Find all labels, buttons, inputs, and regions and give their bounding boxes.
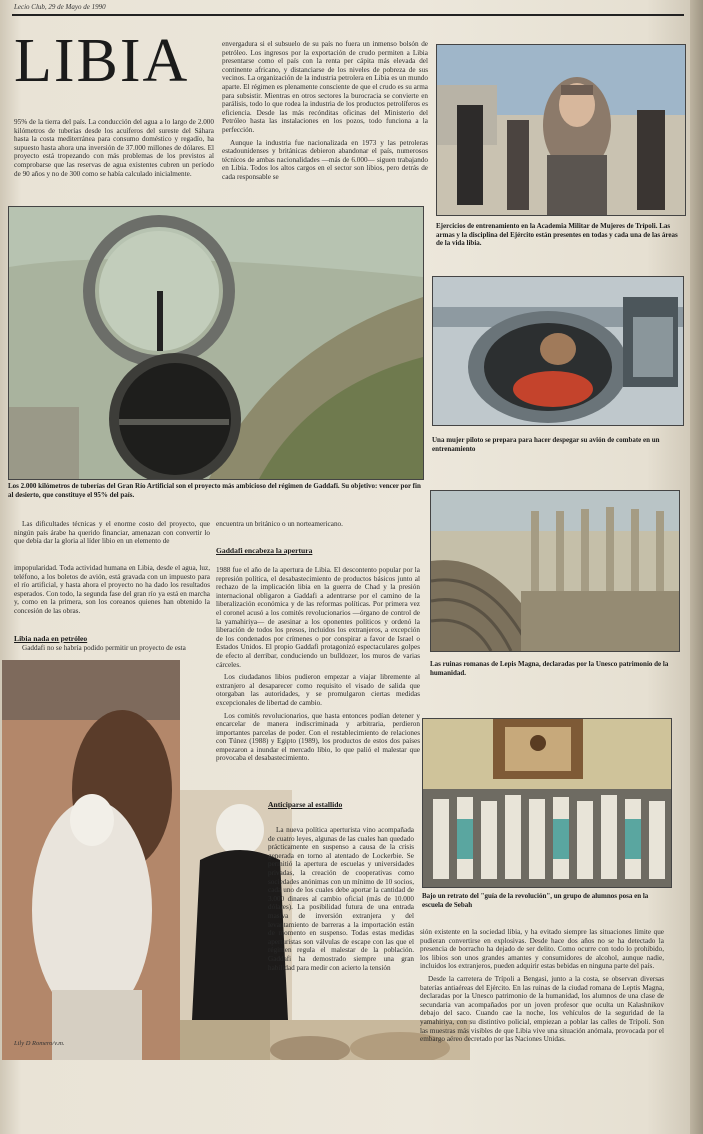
- photo-credit: Lily D Romero/v.m.: [14, 1040, 65, 1047]
- page-binding-edge: [690, 0, 703, 1134]
- apertura-paragraph-1: 1988 fue el año de la apertura de Libia. El descontento popular por la represión política, el desabastecimiento de productos básicos junto al rechazo de la implicación libia en la guerra de Chad y la presión internacional obligaron a Gaddafi a adentrarse por el camino de la liberalización económica y de las reformas políticas. Por primera vez el coronel acusó a los comités revolucionarios —órgano de control de la yamahiriya— de asesinar a los oponentes políticos y ordenó la liberación de todos los presos, incluidos los extranjeros, a excepción de los condenados por crímenes o por conspirar a favor de Israel o Estados Unidos. El propio Gaddafi protagonizó espectaculares golpes de efecto al derribar, conduciendo un bulldozer, los muros de varias cárceles.: [216, 566, 420, 669]
- col2-mid-top: [216, 520, 420, 533]
- intro-paragraph: 95% de la tierra del país. La conducción del agua a lo largo de 2.000 kilómetros de tuberías desde los acuíferos del sureste del Sáhara hasta la costa mediterránea para consumo doméstico y regadío, ha supuesto hasta ahora una inversión de 37.000 millones de dólares. El proyecto está tropezando con más problemas de los previstos al comprobarse que las reservas de agua existentes cubren un período de 90 años y no de 300 como se había calculado inicialmente.: [14, 118, 214, 178]
- oil-paragraph-2: Aunque la industria fue nacionalizada en 1973 y las petroleras estadounidenses y británicas debieron abandonar el país, numerosos técnicos de ambas nacionalidades —más de 6.000— siguen trabajando en Libia. Todos los altos cargos en el sector son libios, pero detrás de cada responsable se: [222, 138, 428, 181]
- tax-text: [14, 564, 210, 620]
- caption-military-academy: Ejercicios de entrenamiento en la Academia Militar de Mujeres de Trípoli. Las armas y la disciplina del Ejército están presentes en todas y cada una de las áreas de la vida libia.: [436, 222, 678, 247]
- caption-leptis-magna-ruins: Las ruinas romanas de Lepis Magna, declaradas por la Unesco patrimonio de la humanidad.: [430, 660, 669, 677]
- caption-great-river-pipes: Los 2.000 kilómetros de tuberías del Gran Río Artificial son el proyecto más ambicioso del régimen de Gaddafi. Su objetivo: vencer por fin al desierto, que constituye el 95% del país.: [8, 482, 421, 499]
- petroleo-paragraph: Gaddafi no se habría podido permitir un proyecto de esta: [22, 644, 186, 652]
- col2-mid-top-line: encuentra un británico o un norteamericano.: [216, 520, 343, 528]
- intro-text: [14, 118, 214, 182]
- subhead-petroleo: Libia nada en petróleo: [14, 634, 88, 643]
- oil-text-top: [222, 40, 428, 186]
- photo-desert-nomads-left: [2, 660, 180, 1060]
- headline: LIBIA: [14, 27, 190, 95]
- petroleo-text: [14, 644, 210, 657]
- cost-paragraph-1: Las dificultades técnicas y el enorme costo del proyecto, que ningún país árabe ha querido financiar, amenazan con convertir lo que debía dar la gloria al líder libio en un elemento de: [14, 520, 210, 546]
- oil-paragraph-1: envergadura si el subsuelo de su país no fuera un inmenso bolsón de petróleo. Los ingresos por la exportación de crudo permiten a Libia presentarse como el país con la renta per cápita más elevada del continente africano, y distanciarse de los niveles de pobreza de sus vecinos. La organización de la industria petrolera en Libia es un mundo aparte. El régimen es plenamente consciente de que el crudo es su arma para subsistir. Mientras en otros sectores la burocracia se convierte en parálisis, todo lo que rodea la industria de los productos petrolíferos es eficiencia. Desde las más recónditas oficinas del Ministerio del Petróleo hasta las instalaciones en los pozos, todo funciona a la perfección.: [222, 40, 428, 134]
- caption-sebah-school: Bajo un retrato del "guía de la revolución", un grupo de alumnos posa en la escuela de Sebah: [422, 892, 649, 909]
- estallido-text: [268, 826, 414, 976]
- subhead-apertura: Gaddafi encabeza la apertura: [216, 546, 313, 555]
- security-text: [420, 928, 664, 1048]
- apertura-paragraph-3: Los comités revolucionarios, que hasta entonces podían detener y encarcelar de manera indiscriminada y arbitraria, perdieron importantes parcelas de poder. Con el restablecimiento de relaciones con Túnez (1988) y Egipto (1989), los productos de estos dos países empezaron a inundar el mercado libio, lo que palió el malestar que provocaba el desabastecimiento.: [216, 711, 420, 763]
- estallido-paragraph: La nueva política aperturista vino acompañada de cuatro leyes, algunas de las cuales han quedado prácticamente en suspenso a causa de la crisis generada en torno al atentado de Lockerbie. Se permitió la apertura de escuelas y universidades privadas, la creación de cooperativas como sociedades anónimas con un mínimo de 10 socios, cada uno de los cuales debe aportar la cantidad de 3.000 dinares al cambio oficial (más de 10.000 dólares). La posibilidad futura de una entrada masiva de inversión extranjera y del levantamiento de barreras a la importación están de momento en suspenso. Todas estas medidas aperturistas son válvulas de escape con las que el régimen regula el malestar de la población. Gaddafi ha demostrado siempre una gran habilidad para medir con acierto la tensión: [268, 826, 414, 972]
- photo-sebah-school: [422, 718, 672, 888]
- header-rule: [12, 14, 684, 16]
- apertura-paragraph-2: Los ciudadanos libios pudieron empezar a viajar libremente al extranjero al desaparecer como requisito el visado de salida que otorgaban las autoridades, y se promulgaron ciertas medidas excepcionales de libertad de cambio.: [216, 673, 420, 707]
- photo-leptis-magna-ruins: [430, 490, 680, 652]
- issue-date: Lecio Club, 29 de Mayo de 1990: [14, 3, 106, 11]
- cost-paragraph-2: impopularidad. Toda actividad humana en Libia, desde el agua, luz, teléfono, a los boletos de avión, está gravada con un impuesto para el río artificial, y hasta ahora el proyecto no ha dado los resultados esperados. Con todo, la segunda fase del gran río ya está en marcha y, como en la primera, son los coreanos quienes han obtenido la concesión de las obras.: [14, 564, 210, 615]
- caption-woman-pilot: Una mujer piloto se prepara para hacer despegar su avión de combate en un entrenamiento: [432, 436, 660, 453]
- photo-military-academy: [436, 44, 686, 216]
- photo-great-river-pipes: [8, 206, 424, 480]
- subhead-estallido: Anticiparse al estallido: [268, 800, 343, 809]
- photo-woman-pilot: [432, 276, 684, 426]
- cost-text: [14, 520, 210, 550]
- security-paragraph-1: sión existente en la sociedad libia, y ha evitado siempre las situaciones límite que pudieran convertirse en explosivas. Desde hace dos años no se ha detectado la presencia de borracho ha dejado de ser delito. Como ocurre con todo lo prohibido, los libios son unos grandes amantes y consumidores de alcohol, aunque nadie, incluidos los extranjeros, pueden adquirir estas bebidas en ninguna parte del país.: [420, 928, 664, 971]
- apertura-text: [216, 566, 420, 767]
- security-paragraph-2: Desde la carretera de Trípoli a Bengasi, junto a la costa, se observan diversas baterías antiaéreas del Ejército. En las ruinas de la ciudad romana de Leptis Magna, declaradas por la Unesco patrimonio de la humanidad, los alumnos de una clase de secundaria van acompañados por un joven profesor que oculta un Kalashnikov debajo del saco. Cuando cae la noche, los vehículos de la seguridad de la yamahiriya, con su distintivo policial, empiezan a poblar las calles de Trípoli. Son las muestras más visibles de que Libia vive una situación anómala, provocada por el embargo aéreo decretado por las Naciones Unidas.: [420, 974, 664, 1044]
